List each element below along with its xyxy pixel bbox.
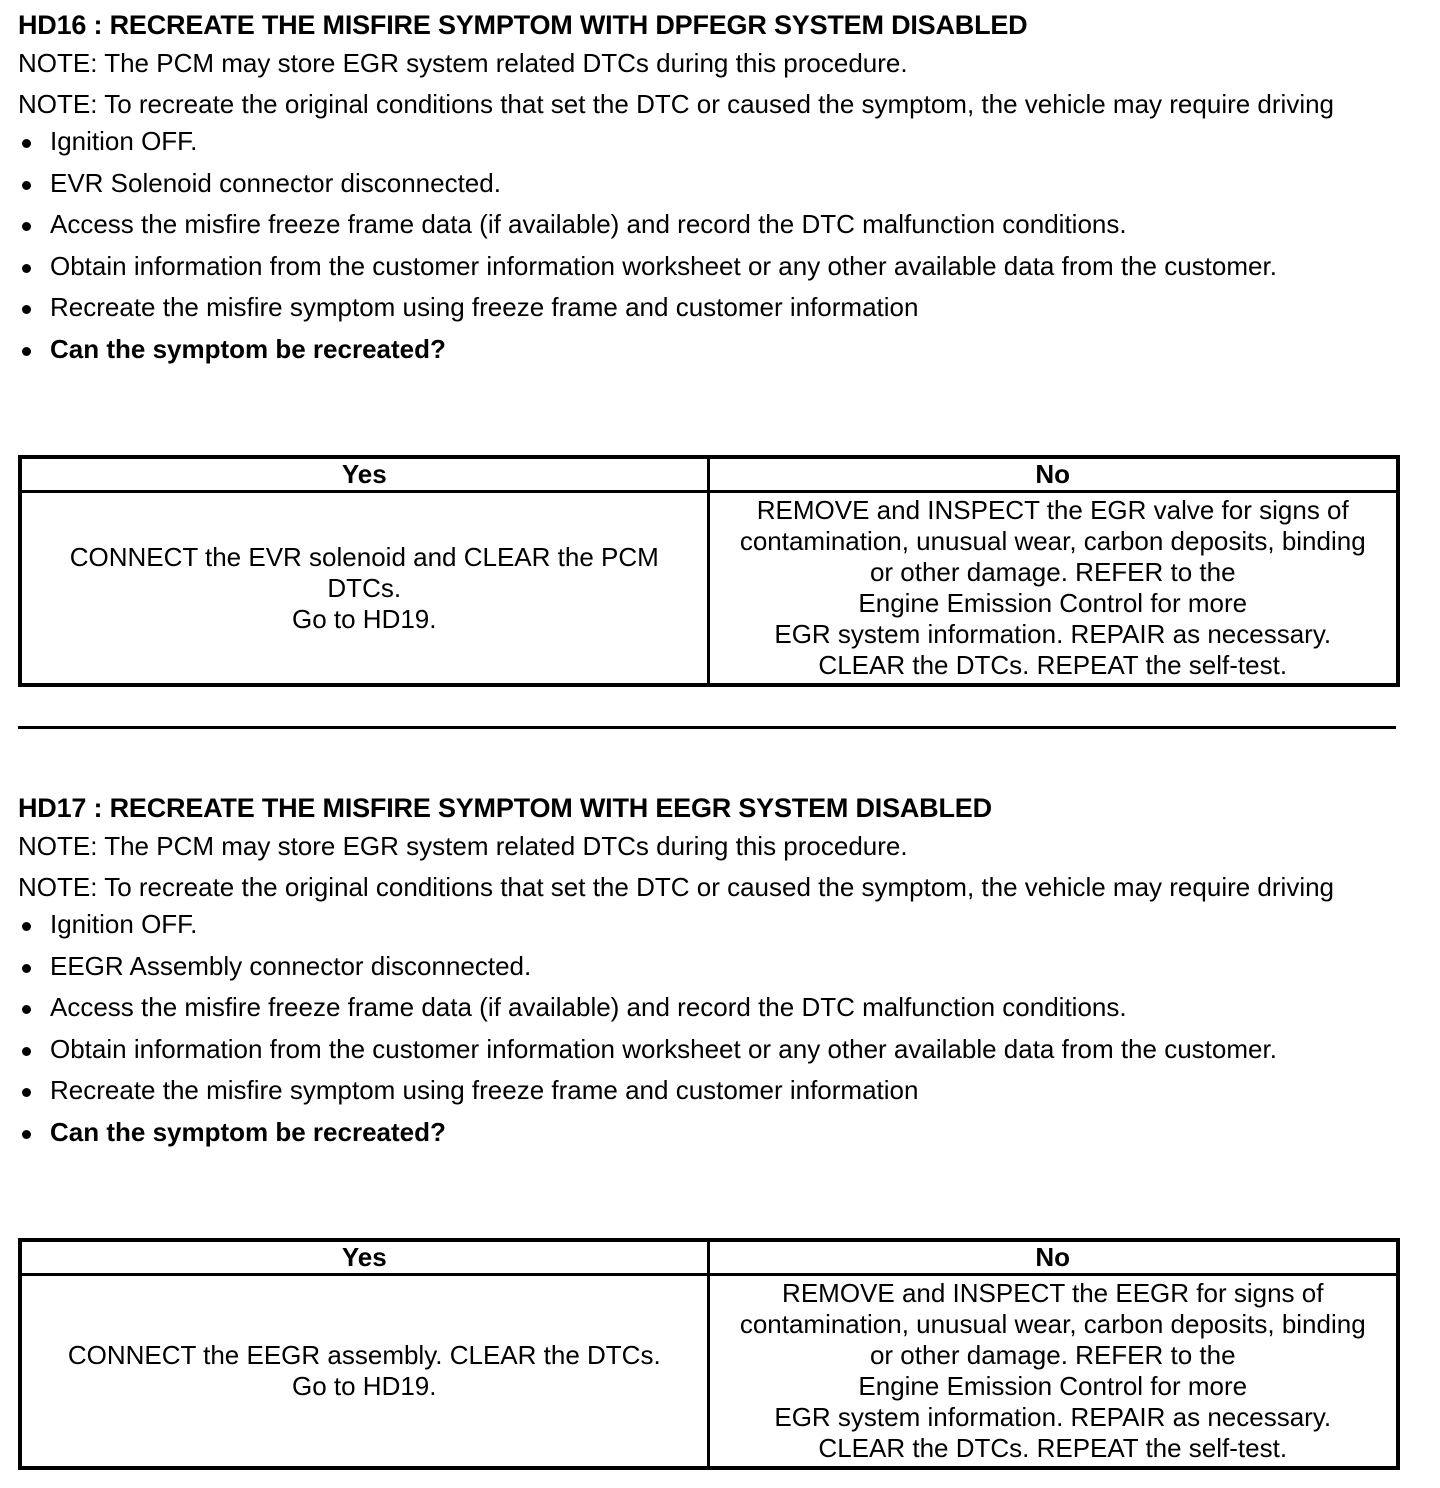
table-row bbox=[20, 1275, 1398, 1469]
step-heading: HD16 : RECREATE THE MISFIRE SYMPTOM WITH DPFEGR SYSTEM DISABLED bbox=[18, 10, 1028, 40]
step-list bbox=[18, 909, 1396, 1148]
yes-line: CONNECT the EVR solenoid and CLEAR the PCM bbox=[69, 541, 659, 572]
table-header-row bbox=[20, 457, 1398, 492]
section-divider bbox=[18, 726, 1396, 729]
yes-line: DTCs. bbox=[327, 572, 402, 603]
list-item: Obtain information from the customer information worksheet or any other available data from the customer. bbox=[18, 1034, 1396, 1065]
table-row bbox=[20, 492, 1398, 686]
list-item: Recreate the misfire symptom using freeze frame and customer information bbox=[18, 1075, 1396, 1106]
no-line: EGR system information. REPAIR as necessary. bbox=[774, 1402, 1332, 1432]
yes-line: Go to HD19. bbox=[291, 603, 437, 634]
yes-cell bbox=[20, 1275, 708, 1469]
list-item: EVR Solenoid connector disconnected. bbox=[18, 168, 1396, 199]
no-line: REMOVE and INSPECT the EEGR for signs of bbox=[782, 1278, 1324, 1308]
procedure-step-hd16 bbox=[18, 8, 1396, 680]
list-item: Ignition OFF. bbox=[18, 909, 1396, 940]
note-driving: NOTE: To recreate the original conditions that set the DTC or caused the symptom, the vehicle may require driving bbox=[18, 872, 1335, 902]
yes-header: Yes bbox=[20, 1240, 708, 1275]
no-line: Engine Emission Control for more bbox=[858, 1371, 1248, 1401]
no-line: contamination, unusual wear, carbon deposits, binding bbox=[739, 1309, 1366, 1339]
no-line: or other damage. REFER to the bbox=[869, 1340, 1236, 1370]
list-item: Obtain information from the customer information worksheet or any other available data from the customer. bbox=[18, 251, 1396, 282]
step-heading: HD17 : RECREATE THE MISFIRE SYMPTOM WITH EEGR SYSTEM DISABLED bbox=[18, 793, 992, 823]
no-line: or other damage. REFER to the bbox=[869, 557, 1236, 587]
no-line: Engine Emission Control for more bbox=[858, 588, 1248, 618]
list-item: Access the misfire freeze frame data (if available) and record the DTC malfunction conditions. bbox=[18, 992, 1396, 1023]
no-cell bbox=[708, 492, 1398, 686]
list-item: Access the misfire freeze frame data (if available) and record the DTC malfunction conditions. bbox=[18, 209, 1396, 240]
procedure-step-hd17 bbox=[18, 791, 1396, 1463]
no-cell bbox=[708, 1275, 1398, 1469]
no-header: No bbox=[708, 457, 1398, 492]
no-line: CLEAR the DTCs. REPEAT the self-test. bbox=[818, 650, 1288, 680]
note-dtc-storage: NOTE: The PCM may store EGR system related DTCs during this procedure. bbox=[18, 831, 908, 861]
no-header: No bbox=[708, 1240, 1398, 1275]
list-item: Ignition OFF. bbox=[18, 126, 1396, 157]
no-line: contamination, unusual wear, carbon deposits, binding bbox=[739, 526, 1366, 556]
yes-line: Go to HD19. bbox=[291, 1371, 437, 1401]
no-line: CLEAR the DTCs. REPEAT the self-test. bbox=[818, 1433, 1288, 1463]
yes-no-table bbox=[18, 1238, 1400, 1470]
yes-no-table bbox=[18, 455, 1400, 687]
question-item: Can the symptom be recreated? bbox=[18, 334, 1396, 365]
list-item: EEGR Assembly connector disconnected. bbox=[18, 951, 1396, 982]
note-driving: NOTE: To recreate the original conditions that set the DTC or caused the symptom, the vehicle may require driving bbox=[18, 89, 1335, 119]
no-line: EGR system information. REPAIR as necessary. bbox=[774, 619, 1332, 649]
list-item: Recreate the misfire symptom using freeze frame and customer information bbox=[18, 292, 1396, 323]
no-line: REMOVE and INSPECT the EGR valve for signs of bbox=[756, 495, 1349, 525]
question-item: Can the symptom be recreated? bbox=[18, 1117, 1396, 1148]
yes-header: Yes bbox=[20, 457, 708, 492]
yes-cell bbox=[20, 492, 708, 686]
yes-line: CONNECT the EEGR assembly. CLEAR the DTCs. bbox=[67, 1340, 661, 1370]
step-list bbox=[18, 126, 1396, 365]
table-header-row bbox=[20, 1240, 1398, 1275]
note-dtc-storage: NOTE: The PCM may store EGR system related DTCs during this procedure. bbox=[18, 48, 908, 78]
